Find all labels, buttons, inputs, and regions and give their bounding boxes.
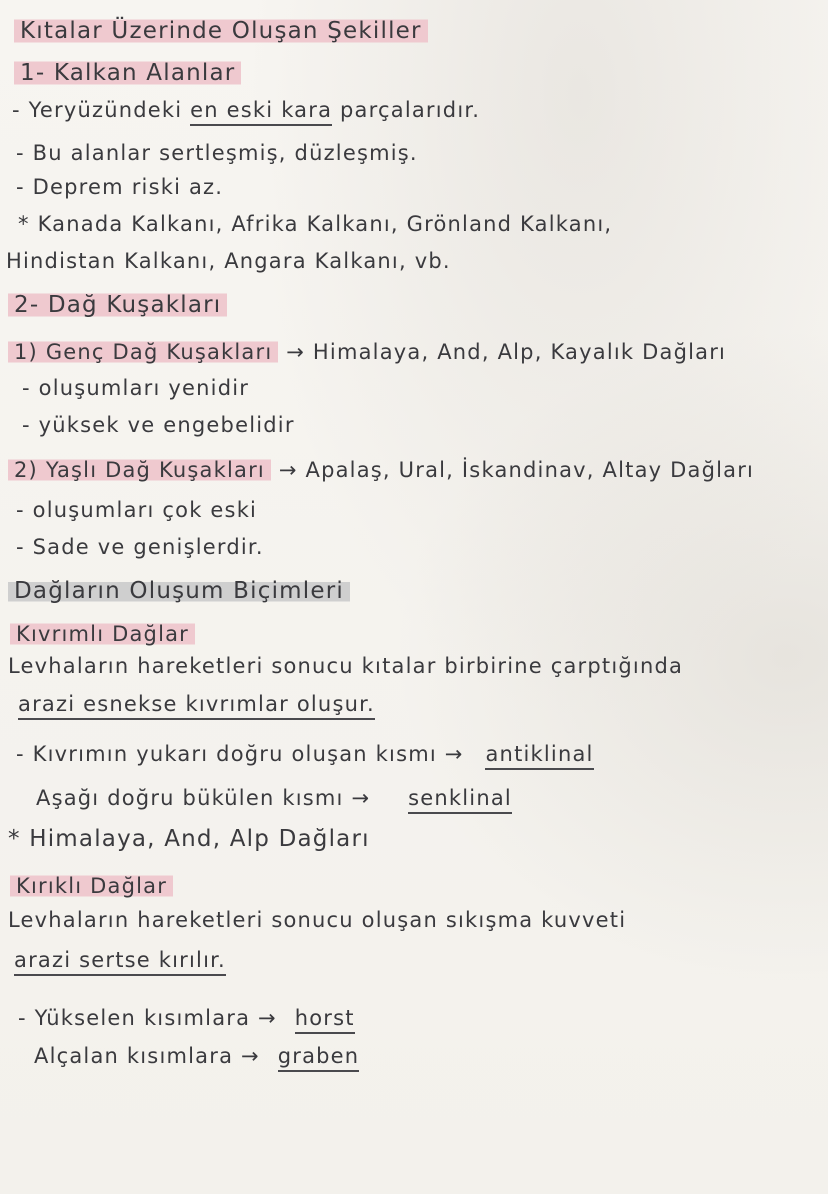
olusum-heading-text: Dağların Oluşum Biçimleri bbox=[8, 576, 350, 606]
kalkan-examples-line-1: * Kanada Kalkanı, Afrika Kalkanı, Grönland Kalkanı, bbox=[18, 212, 613, 236]
kalkan-item-2: - Bu alanlar sertleşmiş, düzleşmiş. bbox=[16, 141, 418, 165]
young-belt-item-1: - oluşumları yenidir bbox=[22, 376, 250, 400]
folded-examples: * Himalaya, And, Alp Dağları bbox=[8, 826, 370, 852]
kalkan-heading-text: 1- Kalkan Alanlar bbox=[14, 58, 241, 88]
young-belt-label: 1) Genç Dağ Kuşakları bbox=[8, 338, 278, 366]
faulted-heading bbox=[10, 876, 173, 897]
kalkan-item-1-prefix: - Yeryüzündeki bbox=[12, 98, 191, 122]
syncline-term: senklinal bbox=[408, 786, 512, 814]
horst-line bbox=[18, 1008, 355, 1029]
kalkan-item-3: - Deprem riski az. bbox=[16, 175, 224, 199]
folded-text-1: Levhaların hareketleri sonucu kıtalar birbirine çarptığında bbox=[8, 654, 684, 678]
old-belt-line bbox=[8, 460, 754, 481]
folded-text-2-underlined: arazi esnekse kıvrımlar oluşur. bbox=[18, 692, 375, 720]
kalkan-item-1 bbox=[12, 100, 480, 121]
young-belt-line bbox=[8, 342, 726, 363]
graben-line bbox=[34, 1046, 359, 1067]
faulted-text-1: Levhaların hareketleri sonucu oluşan sıkışma kuvveti bbox=[8, 908, 627, 932]
section-olusum-heading bbox=[8, 580, 350, 603]
horst-text: - Yükselen kısımlara → bbox=[18, 1006, 277, 1030]
old-belt-label: 2) Yaşlı Dağ Kuşakları bbox=[8, 456, 271, 484]
young-belt-examples: → Himalaya, And, Alp, Kayalık Dağları bbox=[278, 340, 727, 364]
folded-heading-text: Kıvrımlı Dağlar bbox=[10, 620, 195, 648]
folded-text-2 bbox=[18, 694, 375, 715]
faulted-heading-text: Kırıklı Dağlar bbox=[10, 872, 173, 900]
horst-term: horst bbox=[295, 1006, 355, 1034]
anticline-term: antiklinal bbox=[485, 742, 593, 770]
title-highlight: Kıtalar Üzerinde Oluşan Şekiller bbox=[14, 16, 428, 46]
syncline-text: Aşağı doğru bükülen kısmı → bbox=[36, 786, 371, 810]
old-belt-item-2: - Sade ve genişlerdir. bbox=[16, 535, 264, 559]
faulted-text-2 bbox=[14, 950, 226, 971]
dag-heading-text: 2- Dağ Kuşakları bbox=[8, 290, 227, 320]
kalkan-examples-line-2: Hindistan Kalkanı, Angara Kalkanı, vb. bbox=[6, 249, 451, 273]
folded-heading bbox=[10, 624, 195, 645]
section-kalkan-heading bbox=[14, 62, 241, 85]
page-title bbox=[14, 20, 428, 43]
syncline-line bbox=[36, 788, 512, 809]
faulted-text-2-underlined: arazi sertse kırılır. bbox=[14, 948, 226, 976]
anticline-line bbox=[16, 744, 594, 765]
kalkan-item-1-underlined: en eski kara bbox=[190, 98, 332, 126]
kalkan-item-1-suffix: parçalarıdır. bbox=[332, 98, 481, 122]
graben-text: Alçalan kısımlara → bbox=[34, 1044, 260, 1068]
old-belt-examples: → Apalaş, Ural, İskandinav, Altay Dağları bbox=[270, 458, 755, 482]
graben-term: graben bbox=[278, 1044, 360, 1072]
young-belt-item-2: - yüksek ve engebelidir bbox=[22, 413, 295, 437]
old-belt-item-1: - oluşumları çok eski bbox=[16, 498, 258, 522]
section-dag-heading bbox=[8, 294, 227, 317]
anticline-text: - Kıvrımın yukarı doğru oluşan kısmı → bbox=[16, 742, 464, 766]
